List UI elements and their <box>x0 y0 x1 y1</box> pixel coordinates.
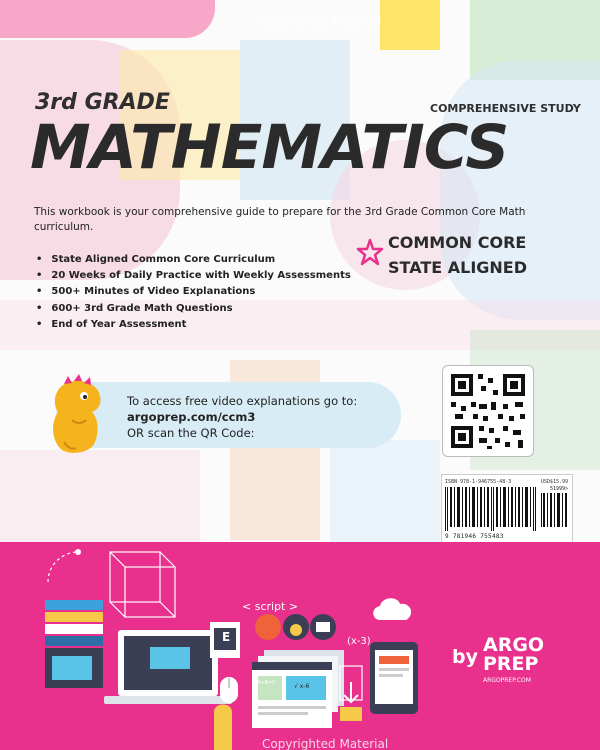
back-cover-bottom <box>0 542 600 750</box>
access-line: OR scan the QR Code: <box>127 426 255 440</box>
logo-line: ARGO <box>483 634 545 656</box>
price-code: 51999> <box>549 486 568 492</box>
e-letter: E <box>222 630 231 644</box>
copyright-watermark: Copyrighted Material <box>255 14 382 28</box>
title: MATHEMATICS <box>30 112 509 183</box>
graph-tools-icon <box>45 549 103 688</box>
badge-line: STATE ALIGNED <box>388 258 528 277</box>
logo-line: PREP <box>483 653 539 675</box>
cloud-icon <box>373 598 411 620</box>
bg-shape <box>380 0 440 50</box>
abc-label: A+B=C <box>257 680 276 686</box>
access-line: To access free video explanations go to: <box>127 394 358 408</box>
tech-illustration <box>0 542 450 750</box>
dinosaur-mascot-icon <box>42 372 114 458</box>
grade-label: 3rd GRADE <box>35 90 170 115</box>
intro-text: This workbook is your comprehensive guide to prepare for the 3rd Grade Common Core Math curriculum. <box>34 206 526 233</box>
subtitle-label: COMPREHENSIVE STUDY <box>430 102 581 115</box>
sqrt-label: √ x-6 <box>294 683 310 690</box>
video-url-link[interactable]: argoprep.com/ccm3 <box>127 410 256 424</box>
bg-shape <box>0 0 215 38</box>
isbn-text: ISBN 978-1-946755-48-3 <box>445 479 512 485</box>
cube-icon <box>110 552 175 617</box>
barcode-icon <box>445 487 569 531</box>
script-label: < script > <box>242 600 299 613</box>
list-item: • 20 Weeks of Daily Practice with Weekly Assessments <box>36 268 351 284</box>
list-item: • 600+ 3rd Grade Math Questions <box>36 301 351 317</box>
argoprep-site: ARGOPREP.COM <box>483 677 531 684</box>
feature-list <box>36 252 351 333</box>
bg-shape <box>330 440 440 542</box>
expression-label: (x-3) <box>347 636 371 647</box>
by-label: by <box>452 646 478 668</box>
list-item: • 500+ Minutes of Video Explanations <box>36 284 351 300</box>
tablet-icon <box>370 642 418 714</box>
qr-code[interactable] <box>442 365 534 457</box>
star-icon <box>356 238 384 266</box>
price-text: USD$15.99 <box>540 479 568 485</box>
qr-code-icon <box>443 366 533 456</box>
bg-shape <box>440 60 600 320</box>
badge-line: COMMON CORE <box>388 233 527 252</box>
list-item: • State Aligned Common Core Curriculum <box>36 252 351 268</box>
video-access-text <box>127 393 357 441</box>
barcode-number: 9 781946 755483 <box>445 533 504 540</box>
argoprep-logo <box>483 636 544 674</box>
copyright-watermark: Copyrighted Material <box>262 737 389 750</box>
common-core-badge <box>388 230 527 280</box>
bg-shape <box>0 450 200 542</box>
list-item: • End of Year Assessment <box>36 317 351 333</box>
abc-circle-icon <box>255 614 281 640</box>
isbn-barcode <box>441 474 573 542</box>
